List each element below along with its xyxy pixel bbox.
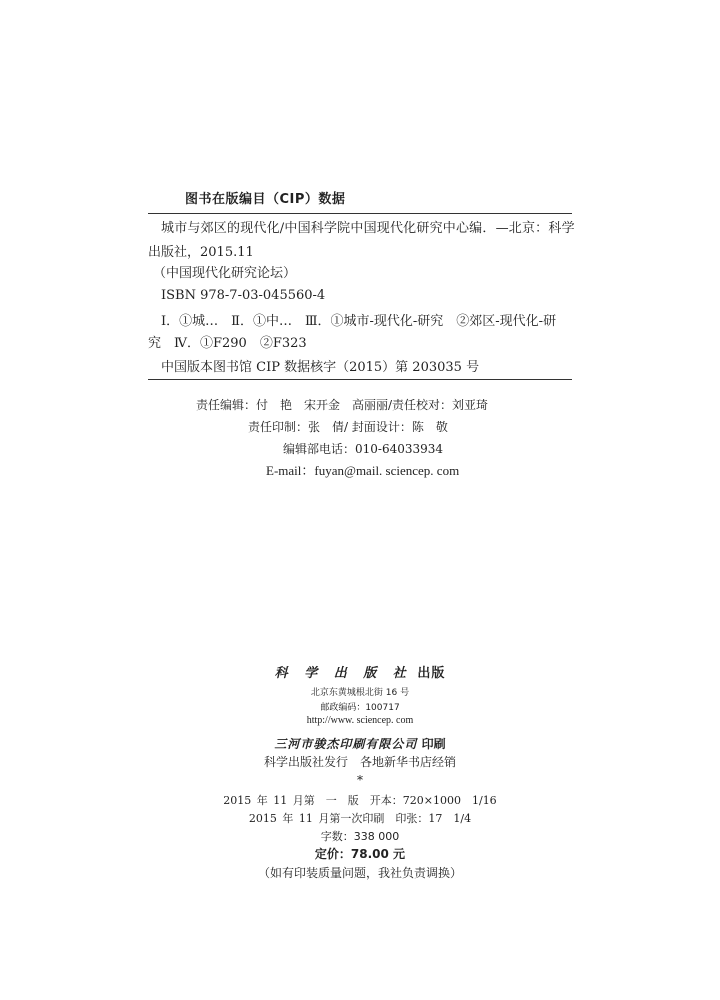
cip-isbn: ISBN 978-7-03-045560-4 [161,288,326,303]
distribution: 科学出版社发行 各地新华书店经销 [263,755,456,769]
publisher-line [0,662,720,681]
credit-phone: 编辑部电话：010-64033934 [283,442,444,456]
publisher-suffix: 出版 [417,666,446,681]
printer-name: 三河市骏杰印刷有限公司 [274,737,418,751]
cip-bottom-rule [148,379,572,380]
separator-asterisk: * [357,773,363,787]
cip-classification-line1: Ⅰ．①城… Ⅱ．①中… Ⅲ．①城市-现代化-研究 ②郊区-现代化-研 [161,314,557,329]
credit-email: E-mail：fuyan@mail. sciencep. com [266,463,460,478]
publisher-address: 北京东黄城根北街 16 号 [310,688,410,698]
publisher-postcode: 邮政编码：100717 [320,703,400,713]
credit-print-design: 责任印制：张 倩/ 封面设计：陈 敬 [248,420,448,434]
cip-description-line2: 出版社，2015.11 [148,245,254,260]
printer-suffix: 印刷 [421,737,446,751]
edition-info: 2015 年 11 月第 一 版 开本：720×1000 1/16 [223,794,497,807]
word-count: 字数：338 000 [320,830,400,843]
cip-number: 中国版本图书馆 CIP 数据核字（2015）第 203035 号 [161,360,480,375]
cip-classification-line2: 究 Ⅳ．①F290 ②F323 [148,336,307,351]
cip-top-rule [148,213,572,214]
cip-series: （中国现代化研究论坛） [153,266,297,281]
price: 定价：78.00 元 [314,847,406,861]
publisher-name: 科 学 出 版 社 [274,666,412,681]
printer-line [0,735,720,752]
cip-description-line1: 城市与郊区的现代化/中国科学院中国现代化研究中心编．—北京：科学 [161,221,575,236]
quality-notice: （如有印装质量问题，我社负责调换） [257,866,462,880]
publisher-website: http://www. sciencep. com [306,715,414,726]
printing-info: 2015 年 11 月第一次印刷 印张：17 1/4 [248,812,472,825]
cip-heading: 图书在版编目（CIP）数据 [185,192,346,207]
credit-editors: 责任编辑：付 艳 宋开金 高丽丽/责任校对：刘亚琦 [196,398,489,412]
